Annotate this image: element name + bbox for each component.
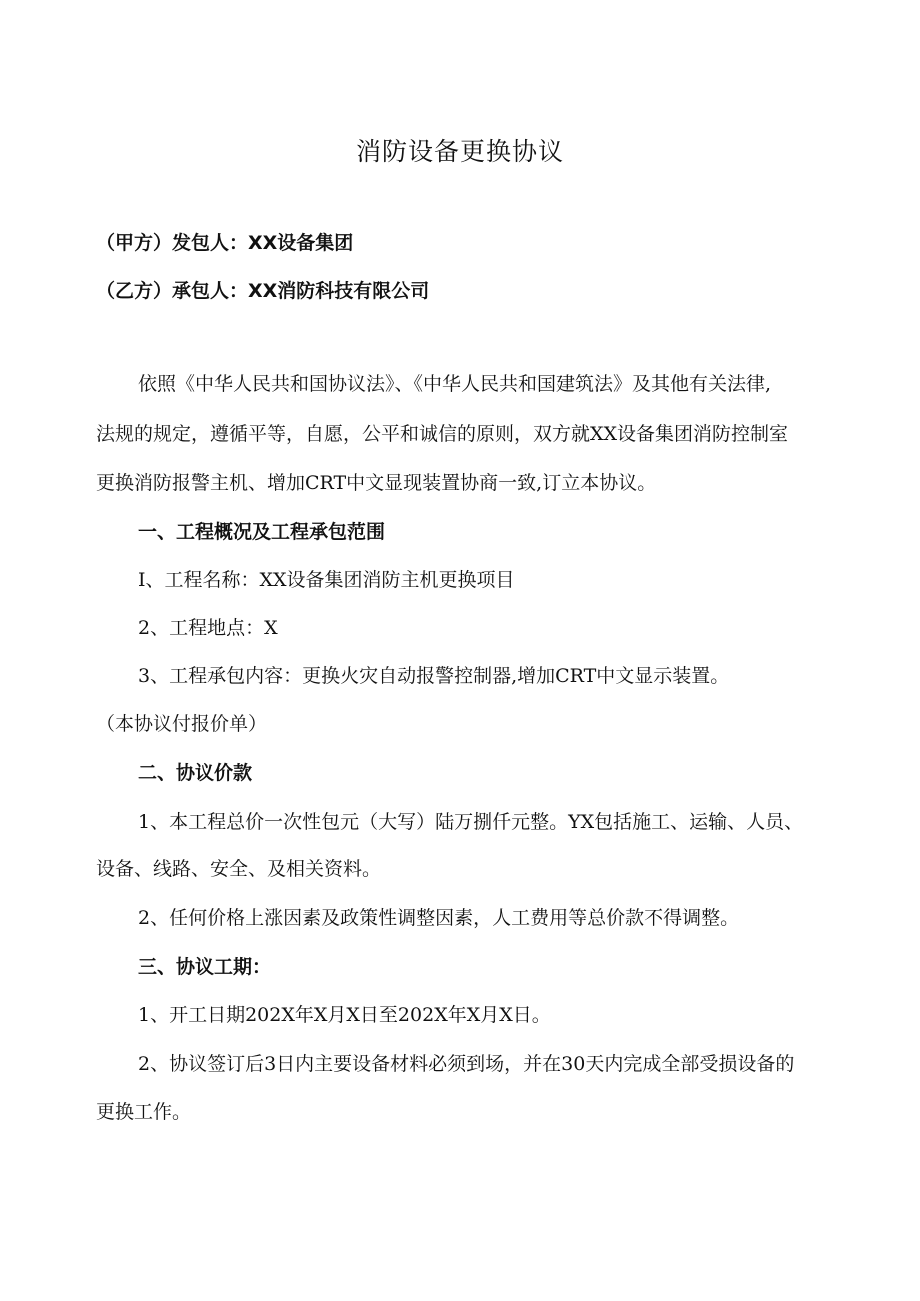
section2-heading: 二、协议价款 <box>138 762 253 784</box>
section2-item-1-line-1: 1、本工程总价一次性包元（大写）陆万捌仟元整。YX包括施工、运输、人员、 <box>138 811 804 833</box>
section2-item-1-line-2: 设备、线路、安全、及相关资料。 <box>96 858 382 880</box>
section2-item-2: 2、任何价格上涨因素及政策性调整因素，人工费用等总价款不得调整。 <box>138 907 740 929</box>
section3-heading: 三、协议工期： <box>138 956 272 978</box>
section1-item-1: I、工程名称：XX设备集团消防主机更换项目 <box>138 569 515 591</box>
section1-heading: 一、工程概况及工程承包范围 <box>138 521 386 543</box>
section3-item-1: 1、开工日期202X年X月X日至202X年X月X日。 <box>138 1004 551 1026</box>
party-a: （甲方）发包人：XX设备集团 <box>96 232 354 254</box>
section1-note: （本协议付报价单） <box>96 713 268 735</box>
section1-item-2: 2、工程地点：X <box>138 617 278 639</box>
section3-item-2-line-2: 更换工作。 <box>96 1101 192 1123</box>
party-b: （乙方）承包人：XX消防科技有限公司 <box>96 280 430 302</box>
intro-line-1: 依照《中华人民共和国协议法》、《中华人民共和国建筑法》及其他有关法律, <box>138 373 772 395</box>
intro-line-2: 法规的规定，遵循平等，自愿，公平和诚信的原则，双方就XX设备集团消防控制室 <box>96 423 789 445</box>
section1-item-3: 3、工程承包内容：更换火灾自动报警控制器,增加CRT中文显示装置。 <box>138 665 730 687</box>
section3-item-2-line-1: 2、协议签订后3日内主要设备材料必须到场，并在30天内完成全部受损设备的 <box>138 1053 795 1075</box>
document-title: 消防设备更换协议 <box>355 137 564 166</box>
intro-line-3: 更换消防报警主机、增加CRT中文显现装置协商一致,订立本协议。 <box>96 472 657 494</box>
